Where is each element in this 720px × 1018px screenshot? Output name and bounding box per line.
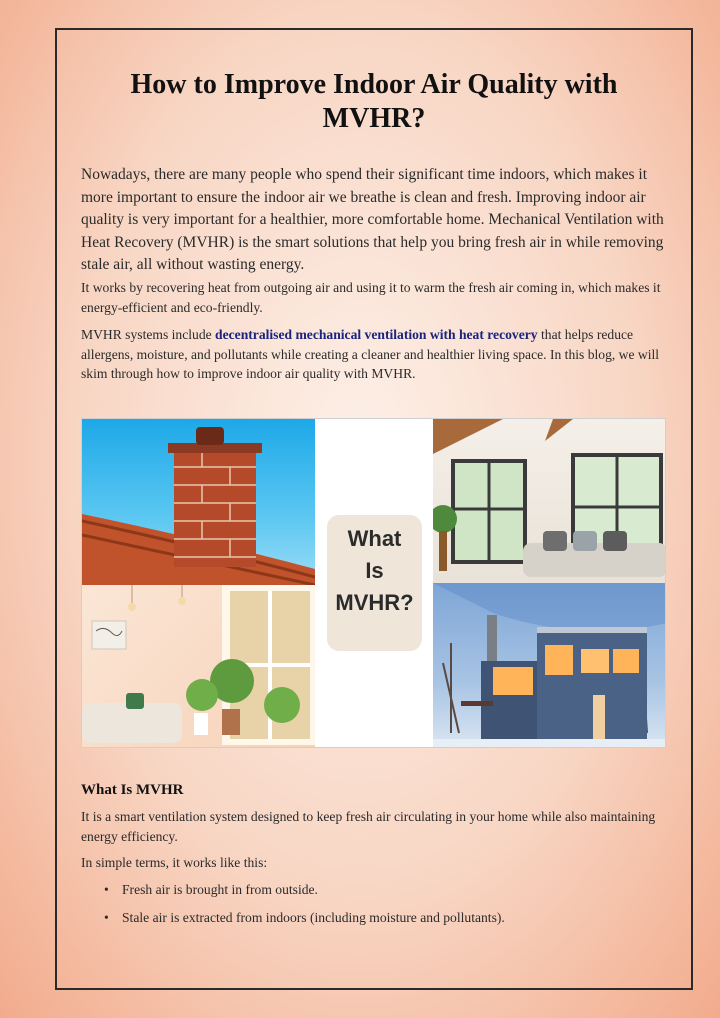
living-room-plants-photo [82,585,315,748]
label-line-mvhr: MVHR? [335,590,414,615]
label-line-is: Is [365,558,384,583]
p3-text-before: MVHR systems include [81,327,216,342]
what-is-mvhr-label [327,515,422,651]
section-heading: What Is MVHR [81,782,184,798]
what-is-mvhr-image [81,418,666,748]
intro-paragraph: Nowadays, there are many people who spend their significant time indoors, which makes it more important to ensure the indoor air we breathe is clean and fresh. Improving indoor air quality is very important for a healthier, more comfortable home. Mechanical Ventilation with Heat Recovery (MVHR) is the smart solutions that help you bring fresh air in while removing stale air, all without wasting energy. [81,166,664,273]
decentralised-mvhr-link[interactable]: decentralised mechanical ventilation with heat recovery [215,327,538,342]
mvhr-systems-paragraph [81,325,667,384]
p3-text-after: that helps reduce allergens, moisture, and pollutants while creating a cleaner and healthier living space. In this blog, we will skim through how to improve indoor air quality with MVHR. [81,327,660,381]
list-item: • Stale air is extracted from indoors (including moisture and pollutants). [104,908,505,928]
heat-recovery-paragraph: It works by recovering heat from outgoing air and using it to warm the fresh air coming in, which makes it energy-efficient and eco-friendly. [81,280,661,315]
mvhr-house-exterior-photo [433,583,666,748]
section-simple-terms: In simple terms, it works like this: [81,855,268,870]
how-it-works-list [104,880,505,935]
living-room-windows-photo [433,419,666,583]
list-item: • Fresh air is brought in from outside. [104,880,505,900]
label-line-what: What [347,526,402,551]
page-title: How to Improve Indoor Air Quality with MVHR? [130,69,618,134]
roof-chimney-photo [82,419,315,585]
section-paragraph: It is a smart ventilation system designed to keep fresh air circulating in your home while also maintaining energy efficiency. [81,809,656,844]
